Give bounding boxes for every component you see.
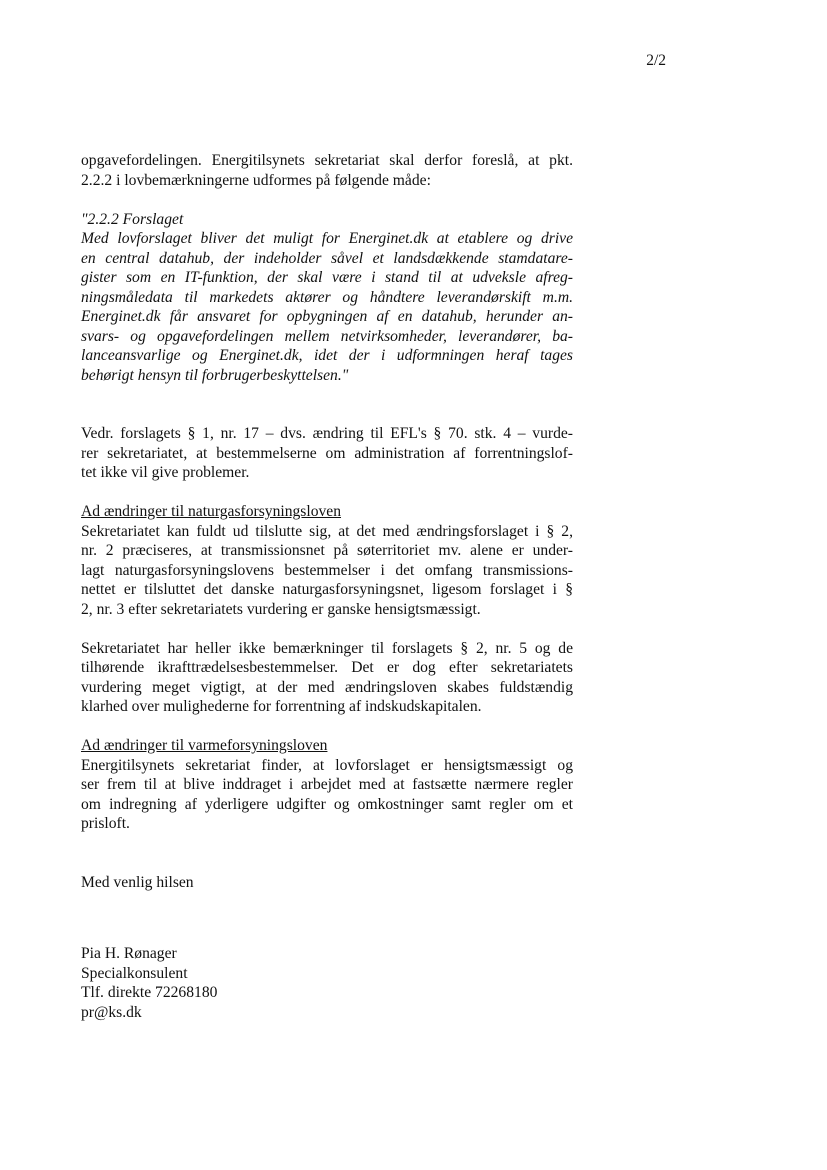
gas-remarks-line: klarhed over mulighederne for forrentning af indskudskapitalen. — [81, 698, 482, 715]
heat-line: prisloft. — [81, 815, 130, 832]
heat-section — [81, 736, 573, 834]
page-number: 2/2 — [646, 52, 666, 69]
quote-line: behørigt hensyn til forbrugerbeskyttelsen." — [81, 366, 349, 384]
efl-line: tet ikke vil give problemer. — [81, 464, 250, 481]
gas-line: Sekretariatet kan fuldt ud tilslutte sig, at det med ændringsforslaget i § 2, — [81, 522, 573, 540]
gas-remarks-line: vurdering meget vigtigt, at der med ændringsloven skabes fuldstændig — [81, 678, 573, 696]
gas-section-heading: Ad ændringer til naturgasforsyningsloven — [81, 503, 342, 520]
quote-line: ningsmåledata til markedets aktører og håndtere leverandørskift m.m. — [81, 288, 573, 306]
heat-line: om indregning af yderligere udgifter og omkostninger samt regler om et — [81, 795, 573, 813]
efl-line: rer sekretariatet, at bestemmelserne om administration af forrentningslof- — [81, 444, 573, 462]
letter-body — [81, 151, 573, 1022]
gas-section — [81, 502, 573, 619]
quote-line: Med lovforslaget bliver det muligt for Energinet.dk at etablere og drive — [81, 230, 573, 247]
closing-greeting: Med venlig hilsen — [81, 873, 194, 891]
intro-line: 2.2.2 i lovbemærkningerne udformes på følgende måde: — [81, 171, 431, 189]
gas-line: lagt naturgasforsyningslovens bestemmelser i det omfang transmissions- — [81, 561, 573, 579]
efl-paragraph — [81, 424, 573, 483]
gas-remarks-line: Sekretariatet har heller ikke bemærkninger til forslagets § 2, nr. 5 og de — [81, 639, 573, 657]
quote-line: Energinet.dk får ansvaret for opbygningen af en datahub, herunder an- — [81, 308, 573, 325]
intro-line: opgavefordelingen. Energitilsynets sekretariat skal derfor foreslå, at pkt. — [81, 152, 573, 169]
quote-line: gister som en IT-funktion, der skal være i stand til at udveksle afreg- — [81, 269, 573, 286]
heat-line: ser frem til at blive inddraget i arbejdet med at fastsætte nærmere regler — [81, 776, 573, 793]
quoted-proposal — [81, 210, 573, 386]
signature-block — [81, 944, 573, 1022]
gas-remarks-line: tilhørende ikrafttrædelsesbestemmelser. Det er dog efter sekretariatets — [81, 659, 573, 676]
signature-phone: Tlf. direkte 72268180 — [81, 984, 218, 1001]
gas-line: nr. 2 præciseres, at transmissionsnet på søterritoriet mv. alene er under- — [81, 542, 573, 559]
signature-title: Specialkonsulent — [81, 964, 188, 982]
gas-line: nettet er tilsluttet det danske naturgasforsyningsnet, ligesom forslaget i § — [81, 581, 573, 598]
signature-email: pr@ks.dk — [81, 1003, 142, 1021]
gas-line: 2, nr. 3 efter sekretariatets vurdering er ganske hensigtsmæssigt. — [81, 600, 481, 618]
signature-name: Pia H. Rønager — [81, 945, 177, 962]
intro-paragraph — [81, 151, 573, 190]
closing — [81, 873, 573, 893]
quote-line: en central datahub, der indeholder såvel et landsdækkende stamdatare- — [81, 249, 573, 267]
efl-line: Vedr. forslagets § 1, nr. 17 – dvs. ændring til EFL's § 70. stk. 4 – vurde- — [81, 425, 573, 442]
quote-line: svars- og opgavefordelingen mellem netvirksomheder, leverandører, ba- — [81, 327, 573, 345]
heat-section-heading: Ad ændringer til varmeforsyningsloven — [81, 737, 328, 754]
quote-heading: "2.2.2 Forslaget — [81, 210, 184, 228]
gas-remarks-paragraph — [81, 639, 573, 717]
heat-line: Energitilsynets sekretariat finder, at lovforslaget er hensigtsmæssigt og — [81, 756, 573, 774]
quote-line: lanceansvarlige og Energinet.dk, idet der i udformningen heraf tages — [81, 347, 573, 364]
